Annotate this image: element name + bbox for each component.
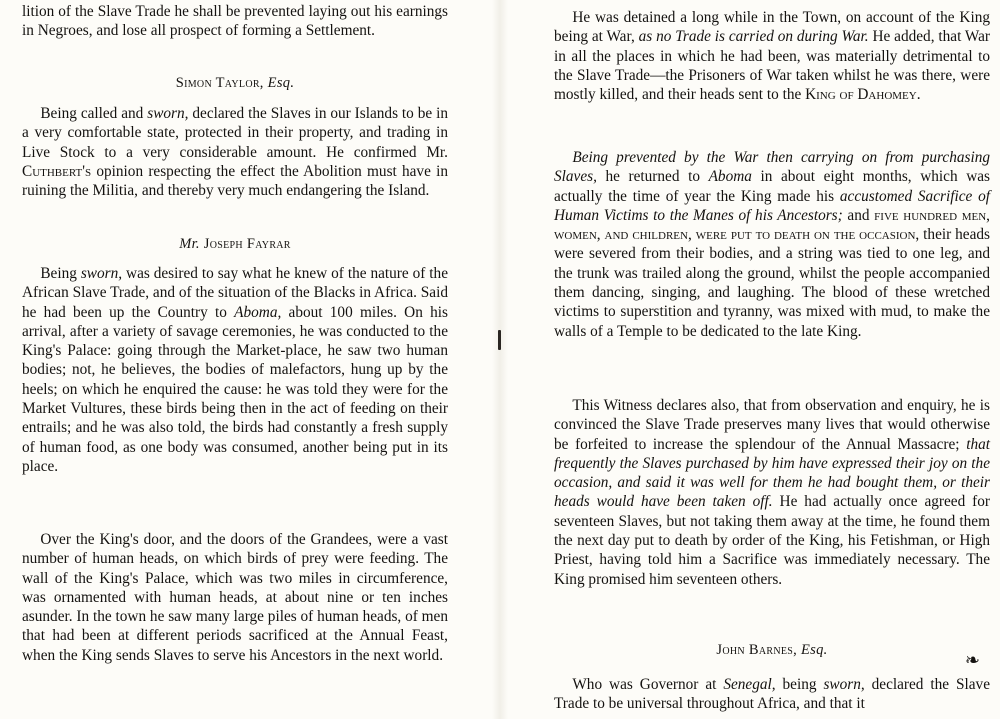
gutter-mark bbox=[498, 330, 501, 350]
continuation-text: lition of the Slave Trade he shall be prevented laying out his earnings in Negroes, and lose all prospect of forming a Settlement. bbox=[22, 3, 448, 40]
heading-name: John Barnes, bbox=[716, 642, 798, 658]
paragraph-kings-door: Over the King's door, and the doors of the Grandees, were a vast number of human heads, on which birds of prey were feeding. The wall of the King's Palace, which was two miles in circumference, was ornamented with human heads, at about nine or ten inches asunder. In the town he saw many large piles of human heads, of men that had been at different periods sacrificed at the Annual Feast, when the King sends Slaves to serve his Ancestors in the next world. bbox=[22, 531, 448, 664]
book-gutter bbox=[492, 0, 508, 719]
heading-name: Simon Taylor, bbox=[175, 75, 264, 91]
paragraph-simon-taylor: Being called and sworn, declared the Slaves in our Islands to be in a very comfortable state, protected in their property, and trading in Live Stock to a very considerable amount. He confirmed Mr. Cuthbert's opinion respecting the effect the Abolition must have in ruining the Militia, and thereby very much endangering the Island. bbox=[22, 105, 448, 200]
paragraph-john-barnes: Who was Governor at Senegal, being sworn, declared the Slave Trade to be universal throughout Africa, and that it bbox=[554, 676, 990, 713]
heading-title: Esq. bbox=[800, 642, 828, 658]
heading-name: Joseph Fayrar bbox=[203, 236, 291, 252]
printer-ornament-icon: ❧ bbox=[964, 650, 980, 670]
left-page bbox=[0, 0, 492, 719]
paragraph-prevented-by-war: Being prevented by the War then carrying on from purchasing Slaves, he returned to Aboma in about eight months, which was actually the time of year the King made his accustomed Sacrifice of Human Victims to the Manes of his Ancestors; and five hundred men, women, and children, were put to death on the occasion, their heads were severed from their bodies, and a string was tied to one leg, and the trunk was trailed along the ground, whilst the people accompanied them dancing, singing, and laughing. The blood of these wretched victims to superstition and tyranny, was mixed with mud, to make the walls of a Temple to be dedicated to the late King. bbox=[554, 149, 990, 340]
paragraph-witness-declares: This Witness declares also, that from observation and enquiry, he is convinced the Slave Trade preserves many lives that would otherwise be forfeited to increase the splendour of the Annual Massacre; that frequently the Slaves purchased by him have expressed their joy on the occasion, and said it was well for them he had bought them, or their heads would have been taken off. He had actually once agreed for seventeen Slaves, but not taking them away at the time, he found them the next day put to death by order of the King, his Fetishman, or High Priest, having told him a Sacrifice was immediately necessary. The King promised him seventeen others. bbox=[554, 397, 990, 588]
right-page bbox=[508, 0, 1000, 719]
heading-john-barnes bbox=[554, 640, 990, 660]
heading-title: Esq. bbox=[267, 75, 295, 91]
heading-prefix: Mr. bbox=[179, 236, 200, 252]
heading-joseph-fayrar bbox=[22, 234, 448, 254]
continuation-paragraph bbox=[22, 2, 448, 41]
paragraph-joseph-fayrar: Being sworn, was desired to say what he knew of the nature of the African Slave Trade, and of the situation of the Blacks in Africa. Said he had been up the Country to Aboma, about 100 miles. On his arrival, after a variety of savage ceremonies, he was conducted to the King's Palace: going through the Market-place, he saw two human bodies; not, he believes, the bodies of malefactors, hung up by the heels; on which he enquired the cause: he was told they were for the Market Vultures, these birds being then in the act of feeding on their entrails; and he was also told, the birds had constantly a fresh supply of human food, as one body was consumed, another being put in its place. bbox=[22, 265, 448, 475]
heading-simon-taylor bbox=[22, 73, 448, 93]
paragraph-detained: He was detained a long while in the Town, on account of the King being at War, as no Trade is carried on during War. He added, that War in all the places in which he had been, was materially detrimental to the Slave Trade—the Prisoners of War taken whilst he was there, were mostly killed, and their heads sent to the King of Dahomey. bbox=[554, 9, 990, 104]
